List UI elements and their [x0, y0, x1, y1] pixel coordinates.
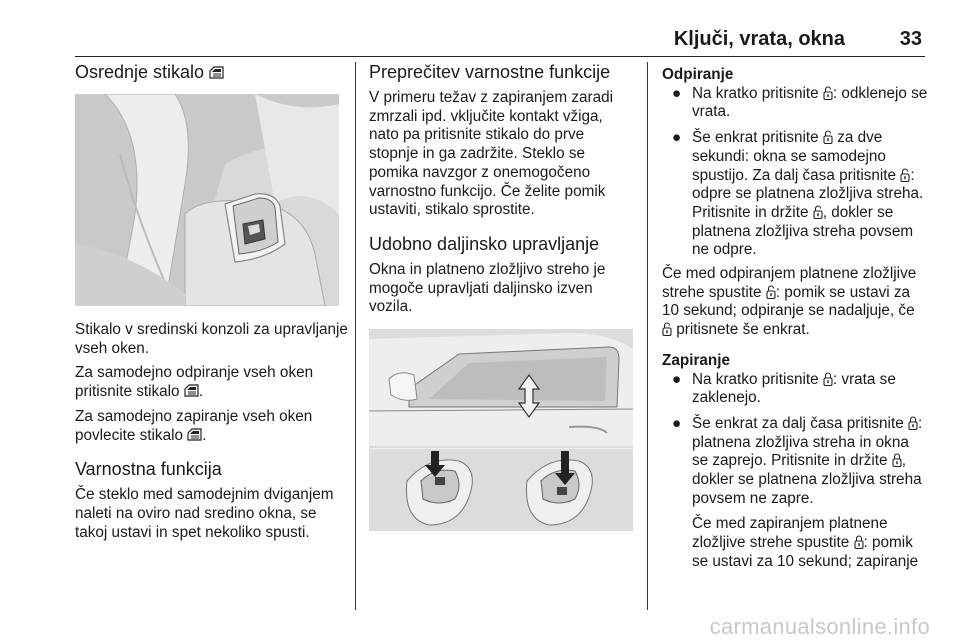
list-item: ● Še enkrat pritisnite za dve sekundi: okna se samodejno spustijo. Za dalj časa pritisnite : odpre se platnena zložljiva streha. Pritisnite in držite , dokler se platnena zložljiva streha povsem ne odpre.	[672, 129, 924, 259]
subheading-closing: Zapiranje	[662, 351, 731, 369]
image-caption: Stikalo v sredinski konzoli za upravljanje vseh oken.	[75, 321, 348, 357]
page-number: 33	[899, 28, 922, 50]
paragraph: Okna in platneno zložljivo streho je mogoče upravljati daljinsko izven vozila.	[369, 260, 606, 316]
unlock-icon	[823, 86, 833, 100]
list-item-continuation: Če med zapiranjem platnene zložljive strehe spustite : pomik se ustavi za 10 sekund; zapiranje	[692, 515, 919, 570]
list-item: ● Na kratko pritisnite : odklenejo se vrata.	[672, 84, 928, 121]
unlock-icon	[900, 168, 910, 182]
chapter-title: Ključi, vrata, okna	[673, 28, 845, 50]
paragraph: Če med odpiranjem platnene zložljive strehe spustite : pomik se ustavi za 10 sekund; odpiranje se nadaljuje, če pritisnete še enkrat.	[662, 265, 917, 339]
column-2	[369, 62, 633, 531]
unlock-icon	[766, 285, 776, 299]
lock-icon	[892, 453, 902, 467]
column-divider	[355, 62, 356, 610]
section-heading: Udobno daljinsko upravljanje	[369, 233, 600, 254]
column-3	[662, 62, 928, 572]
watermark: carmanualsonline.info	[709, 614, 930, 639]
paragraph: Če steklo med samodejnim dviganjem naleti na oviro nad sredino okna, se takoj ustavi in spet nekoliko spusti.	[75, 486, 334, 541]
unlock-icon	[823, 130, 833, 144]
column-divider	[647, 62, 648, 610]
list-item: ● Še enkrat za dalj časa pritisnite : platnena zložljiva streha in okna se zaprejo. Pritisnite in držite , dokler se platnena zložljiva streha povsem ne zapre.	[672, 414, 923, 507]
list-item: ● Na kratko pritisnite : vrata se zaklenejo.	[672, 370, 896, 407]
section-heading: Varnostna funkcija	[75, 459, 222, 480]
lock-icon	[908, 416, 918, 430]
paragraph: Za samodejno odpiranje vseh oken pritisnite stikalo .	[75, 364, 314, 401]
window-switch-icon	[184, 384, 199, 397]
column-1	[75, 62, 351, 542]
center-console-illustration	[75, 94, 339, 306]
window-switch-icon	[187, 428, 202, 441]
subheading-opening: Odpiranje	[662, 66, 734, 83]
paragraph: Za samodejno zapiranje vseh oken povlecite stikalo .	[75, 407, 313, 444]
page-header	[0, 0, 960, 62]
window-switch-icon	[209, 66, 224, 79]
unlock-icon	[813, 205, 823, 219]
remote-control-illustration	[369, 329, 633, 531]
section-heading: Preprečitev varnostne funkcije	[369, 62, 611, 82]
paragraph: V primeru težav z zapiranjem zaradi zmrzali ipd. vključite kontakt vžiga, nato pa pritisnite stikalo do prve stopnje in ga zadržite. Steklo se pomika navzgor z onemogočeno varnostno funkcijo. Če želite pomik ustaviti, stikalo sprostite.	[369, 89, 613, 219]
section-heading: Osrednje stikalo	[75, 61, 351, 83]
header-rule	[75, 56, 925, 57]
lock-icon	[823, 372, 833, 386]
unlock-icon	[662, 322, 672, 336]
lock-icon	[854, 535, 864, 549]
